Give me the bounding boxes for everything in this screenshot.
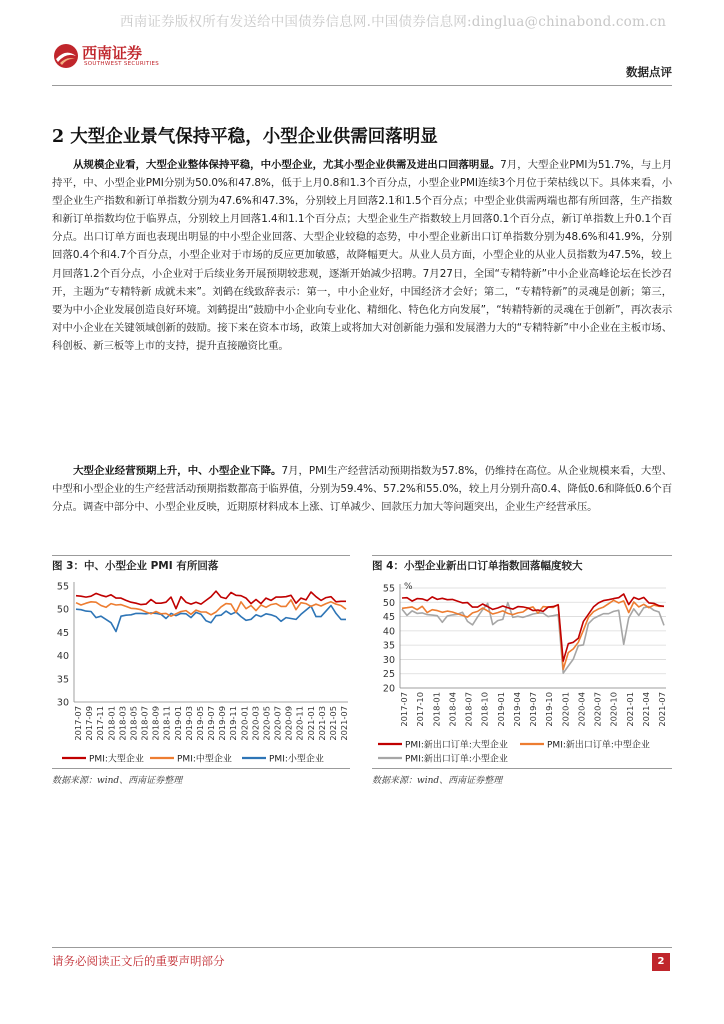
x-tick-label: 2019-05 — [194, 706, 205, 741]
series-line — [402, 603, 664, 674]
y-tick-label: 25 — [382, 669, 395, 681]
watermark-text: 西南证券版权所有发送给中国债券信息网.中国债券信息网:dinglua@chinabond.com.cn — [120, 14, 667, 30]
x-tick-label: 2017-11 — [95, 706, 106, 741]
y-tick-label: 35 — [56, 674, 69, 686]
y-tick-label: 35 — [382, 640, 395, 652]
paragraph-expectations — [52, 462, 672, 516]
legend-label: PMI:小型企业 — [269, 754, 324, 765]
y-tick-label: 45 — [56, 627, 69, 639]
paragraph-body: 7月，大型企业PMI为51.7%，与上月持平，中、小型企业PMI分别为50.0%和47.8%，低于上月0.8和1.3个百分点，小型企业PMI连续3个月位于荣枯线以下。具体来看，小型企业生产指数和新订单指数分别为47.6%和47.3%，分别较上月回落2.1和1.5个百分点；中型企业供需两端也都有所回落，生产指数和新订单指数均位于临界点，分别较上月回落1.4和1.1个百分点；大型企业生产指数较上月回落0.1个百分点，新订单指数上升0.1个百分点。出口订单方面也表现出明显的中小型企业回落、大型企业较稳的态势，中小型企业新出口订单指数分别为48.6%和41.9%，分别回落0.4个和4.7个百分点，小型企业对于市场的反应更加敏感，故降幅更大。从业人员方面，小型企业的从业人员指数为47.5%，较上月回落1.2个百分点，小企业对于后续业务开展预期较悲观，逐渐开始减少招聘。7月27日，全国“专精特新”中小企业高峰论坛在长沙召开，主题为“专精特新 成就未来”。刘鹤在线致辞表示：第一，中小企业好，中国经济才会好；第二，“专精特新”的灵魂是创新；第三，要为中小企业发展创造良好环境。刘鹤提出“鼓励中小企业向专业化、精细化、特色化方向发展”，“转精特新的灵魂在于创新”，再次表示对中小企业在关键领域创新的鼓励。接下来在资本市场，政策上或将加大对创新能力强和发展潜力大的“专精特新”中小企业在主板市场、科创板、新三板等上市的支持，提升直接融资比重。 — [52, 159, 672, 352]
series-line — [76, 591, 346, 609]
x-tick-label: 2019-09 — [217, 706, 228, 741]
x-tick-label: 2020-01 — [239, 706, 250, 741]
series-line — [76, 600, 346, 616]
x-tick-label: 2019-10 — [544, 692, 555, 727]
x-tick-label: 2021-07 — [657, 692, 667, 727]
y-tick-label: 50 — [56, 604, 69, 616]
y-unit-label: % — [404, 582, 413, 592]
x-tick-label: 2017-09 — [84, 706, 95, 741]
company-logo — [52, 40, 202, 76]
legend-label: PMI:新出口订单:大型企业 — [405, 740, 508, 751]
figure3-source: 数据来源：wind、西南证券整理 — [52, 776, 183, 786]
x-tick-label: 2021-05 — [327, 706, 338, 741]
x-tick-label: 2019-03 — [183, 706, 194, 741]
x-tick-label: 2018-10 — [479, 692, 490, 727]
paragraph-small-enterprise — [52, 156, 672, 355]
chart-pmi-by-size — [52, 576, 352, 766]
figure3-bottom-rule — [52, 768, 350, 769]
x-tick-label: 2020-09 — [283, 706, 294, 741]
x-tick-label: 2020-07 — [272, 706, 283, 741]
x-tick-label: 2018-04 — [447, 692, 458, 727]
y-tick-label: 50 — [382, 597, 395, 609]
y-tick-label: 45 — [382, 612, 395, 624]
document-type: 数据点评 — [626, 65, 672, 79]
x-tick-label: 2021-04 — [640, 692, 651, 727]
x-tick-label: 2018-01 — [106, 706, 117, 741]
legend-label: PMI:新出口订单:中型企业 — [547, 740, 650, 751]
x-tick-label: 2020-11 — [294, 706, 305, 741]
x-tick-label: 2021-01 — [305, 706, 316, 741]
figure4-source: 数据来源：wind、西南证券整理 — [372, 776, 503, 786]
x-tick-label: 2018-11 — [161, 706, 172, 741]
x-tick-label: 2019-07 — [528, 692, 538, 727]
x-tick-label: 2017-07 — [73, 706, 83, 741]
x-tick-label: 2018-03 — [117, 706, 128, 741]
x-tick-label: 2019-11 — [228, 706, 239, 741]
x-tick-label: 2021-01 — [624, 692, 635, 727]
paragraph-lead: 从规模企业看，大型企业整体保持平稳，中小型企业，尤其小型企业供需及进出口回落明显。 — [73, 159, 501, 171]
figure4-bottom-rule — [372, 768, 672, 769]
x-tick-label: 2020-03 — [250, 706, 261, 741]
x-tick-label: 2020-10 — [608, 692, 619, 727]
header-divider — [52, 85, 672, 86]
disclaimer-note: 请务必阅读正文后的重要声明部分 — [52, 954, 225, 968]
series-line — [76, 606, 346, 632]
figure4-title: 图 4：小型企业新出口订单指数回落幅度较大 — [372, 560, 583, 572]
legend-label: PMI:中型企业 — [177, 754, 232, 765]
x-tick-label: 2020-05 — [261, 706, 272, 741]
chart-new-export-orders — [370, 576, 672, 766]
y-tick-label: 40 — [382, 626, 395, 638]
y-tick-label: 55 — [382, 583, 395, 595]
figure4-top-rule — [372, 555, 672, 556]
legend-label: PMI:新出口订单:小型企业 — [405, 754, 508, 765]
x-tick-label: 2020-01 — [560, 692, 571, 727]
section-title: 2 大型企业景气保持平稳，小型企业供需回落明显 — [52, 127, 438, 147]
x-tick-label: 2019-01 — [172, 706, 183, 741]
logo-icon — [52, 42, 80, 70]
x-tick-label: 2019-07 — [206, 706, 216, 741]
legend-label: PMI:大型企业 — [89, 754, 144, 765]
footer-divider — [52, 947, 672, 948]
x-tick-label: 2021-07 — [339, 706, 349, 741]
x-tick-label: 2020-04 — [576, 692, 587, 727]
logo-name: 西南证券 — [82, 44, 143, 62]
logo-subtitle: SOUTHWEST SECURITIES — [84, 61, 160, 67]
x-tick-label: 2019-01 — [495, 692, 506, 727]
x-tick-label: 2019-04 — [511, 692, 522, 727]
figure3-title: 图 3：中、小型企业 PMI 有所回落 — [52, 560, 219, 572]
x-tick-label: 2021-03 — [316, 706, 327, 741]
y-tick-label: 30 — [56, 697, 69, 709]
paragraph-lead: 大型企业经营预期上升，中、小型企业下降。 — [73, 465, 282, 477]
y-tick-label: 20 — [382, 683, 395, 695]
page-number: 2 — [652, 953, 670, 971]
x-tick-label: 2018-07 — [463, 692, 474, 727]
x-tick-label: 2020-07 — [592, 692, 603, 727]
paragraph-body: 7月，PMI生产经营活动预期指数为57.8%，仍维持在高位。从企业规模来看，大型、中型和小型企业的生产经营活动预期指数都高于临界值，分别为59.4%、57.2%和55.0%，较上月分别升高0.4、降低0.6和降低0.6个百分点。调查中部分中、小型企业反映，近期原材料成本上涨、订单减少、回款压力加大等问题突出，企业生产经营承压。 — [52, 465, 672, 514]
figure3-top-rule — [52, 555, 350, 556]
x-tick-label: 2017-07 — [399, 692, 409, 727]
x-tick-label: 2018-09 — [150, 706, 161, 741]
y-tick-label: 40 — [56, 651, 69, 663]
y-tick-label: 30 — [382, 654, 395, 666]
x-tick-label: 2018-05 — [128, 706, 139, 741]
x-tick-label: 2018-01 — [431, 692, 442, 727]
y-tick-label: 55 — [56, 581, 69, 593]
x-tick-label: 2018-07 — [139, 706, 150, 741]
x-tick-label: 2017-10 — [415, 692, 426, 727]
